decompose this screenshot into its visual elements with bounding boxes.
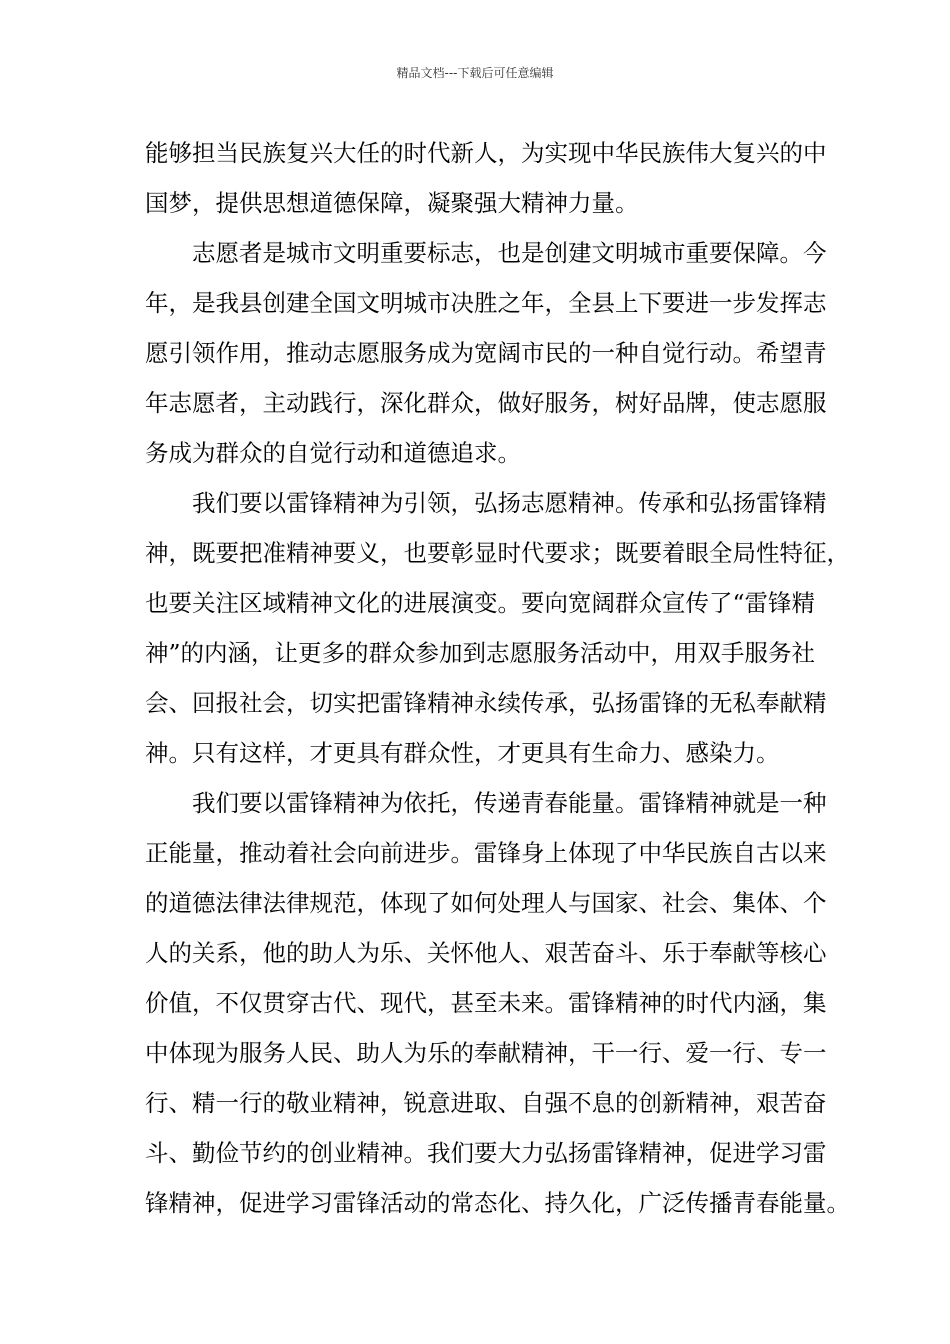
text-line: 会、回报社会，切实把雷锋精神永续传承，弘扬雷锋的无私奉献精 (145, 689, 827, 717)
text-line: 神，既要把准精神要义，也要彰显时代要求；既要着眼全局性特征， (145, 539, 850, 567)
text-line: 人的关系，他的助人为乐、关怀他人、艰苦奋斗、乐于奉献等核心 (145, 939, 827, 967)
text-line: 行、精一行的敬业精神，锐意进取、自强不息的创新精神，艰苦奋 (145, 1089, 827, 1117)
paragraph (145, 778, 850, 1228)
paragraph (145, 478, 850, 778)
page-header: 精品文档---下载后可任意编辑 (396, 66, 554, 80)
text-line: 志愿者是城市文明重要标志，也是创建文明城市重要保障。今 (145, 239, 827, 267)
text-line: 正能量，推动着社会向前进步。雷锋身上体现了中华民族自古以来 (145, 839, 827, 867)
text-line: 的道德法律法律规范，体现了如何处理人与国家、社会、集体、个 (145, 889, 827, 917)
text-line: 年，是我县创建全国文明城市决胜之年，全县上下要进一步发挥志 (145, 289, 827, 317)
text-line: 斗、勤俭节约的创业精神。我们要大力弘扬雷锋精神，促进学习雷 (145, 1139, 827, 1167)
text-line: 我们要以雷锋精神为依托，传递青春能量。雷锋精神就是一种 (145, 789, 827, 817)
document-body (145, 128, 850, 1228)
text-line: 锋精神，促进学习雷锋活动的常态化、持久化，广泛传播青春能量。 (145, 1189, 850, 1217)
paragraph (145, 128, 827, 228)
text-line: 愿引领作用，推动志愿服务成为宽阔市民的一种自觉行动。希望青 (145, 339, 827, 367)
text-line: 中体现为服务人民、助人为乐的奉献精神，干一行、爱一行、专一 (145, 1039, 827, 1067)
text-line: 能够担当民族复兴大任的时代新人，为实现中华民族伟大复兴的中 (145, 139, 827, 167)
text-line: 务成为群众的自觉行动和道德追求。 (145, 439, 521, 467)
text-line: 我们要以雷锋精神为引领，弘扬志愿精神。传承和弘扬雷锋精 (145, 489, 827, 517)
text-line: 也要关注区域精神文化的进展演变。要向宽阔群众宣传了“雷锋精 (145, 589, 816, 617)
paragraph (145, 228, 827, 478)
text-line: 神”的内涵，让更多的群众参加到志愿服务活动中，用双手服务社 (145, 639, 816, 667)
text-line: 国梦，提供思想道德保障，凝聚强大精神力量。 (145, 189, 639, 217)
text-line: 年志愿者，主动践行，深化群众，做好服务，树好品牌，使志愿服 (145, 389, 827, 417)
text-line: 神。只有这样，才更具有群众性，才更具有生命力、感染力。 (145, 739, 780, 767)
text-line: 价值，不仅贯穿古代、现代，甚至未来。雷锋精神的时代内涵，集 (145, 989, 827, 1017)
